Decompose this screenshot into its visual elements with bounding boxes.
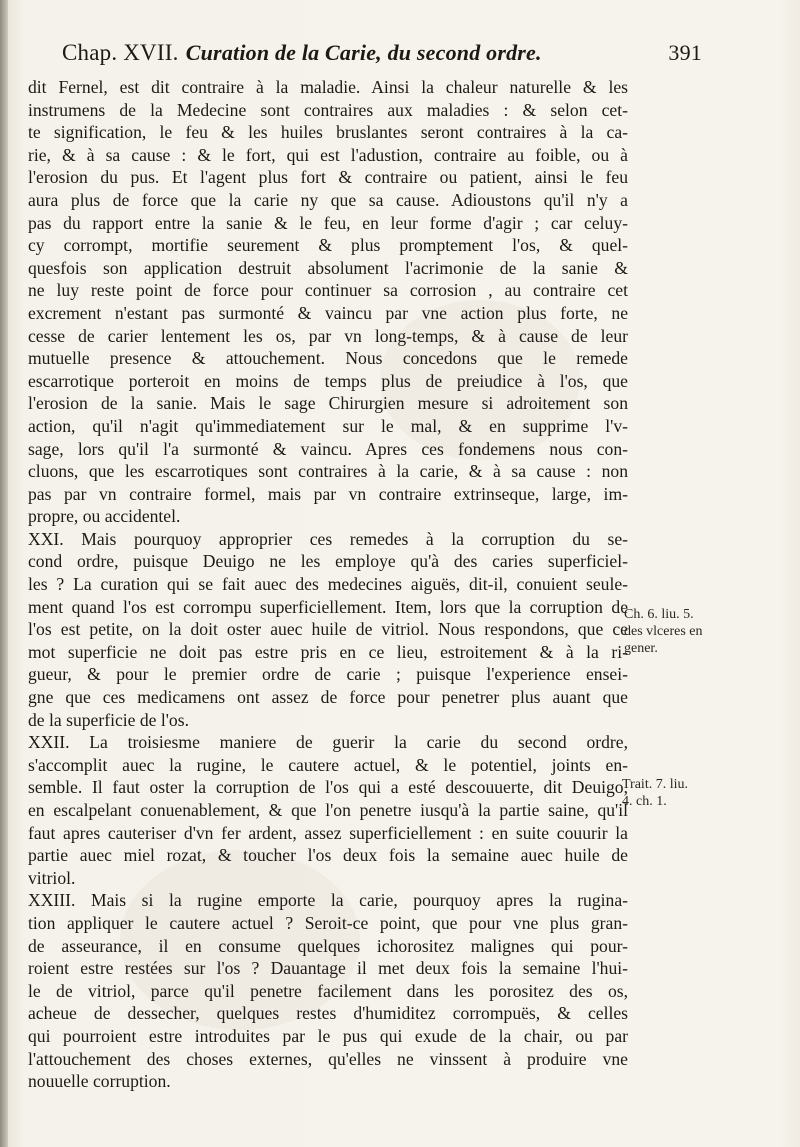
text-line: aura plus de force que la carie ny que sa cause. Adioustons qu'il n'y a: [28, 189, 628, 210]
margin-note-1: [624, 606, 774, 657]
text-line: partie auec miel rozat, & toucher l'os deux fois la semaine auec huile de: [28, 845, 628, 866]
text-line: excrement n'estant pas surmonté & vaincu par vne action plus forte, ne: [28, 302, 628, 323]
margin-note-line: Ch. 6. liu. 5.: [624, 607, 694, 622]
text-line: en escalpelant conuenablement, & que l'on penetre iusqu'à la partie saine, qu'il: [28, 800, 628, 820]
text-line: faut apres cauteriser d'vn fer ardent, assez superficiellement : en suite couurir la: [28, 822, 628, 843]
text-line: cesse de carier lentement les os, par vn long-temps, & à cause de leur: [28, 325, 628, 346]
text-line: rie, & à sa cause : & le fort, qui est l'adustion, contraire au foible, ou à: [28, 144, 628, 165]
text-line: action, qu'il n'agit qu'immediatement sur le mal, & en supprime l'v-: [28, 415, 628, 436]
chapter-number: Chap. XVII.: [62, 40, 179, 65]
text-line: acheue de dessecher, quelques restes d'humiditez corrompuës, & celles: [28, 1003, 628, 1024]
margin-note-line: Trait. 7. liu.: [622, 777, 688, 792]
text-line: de la superficie de l'os.: [28, 709, 189, 730]
text-line: nouuelle corruption.: [28, 1071, 171, 1092]
text-line: mot superficie ne doit pas estre pris en ce lieu, estroitement & à la ri-: [28, 641, 628, 662]
text-line: vitriol.: [28, 867, 76, 888]
text-line: XXI. Mais pourquoy approprier ces remedes à la corruption du se-: [28, 528, 628, 549]
text-line: de asseurance, il en consume quelques ichorositez malignes qui pour-: [28, 935, 628, 956]
text-line: cluons, que les escarrotiques sont contraires à la carie, & à sa cause : non: [28, 461, 628, 482]
margin-note-line: gener.: [624, 641, 658, 656]
text-line: XXIII. Mais si la rugine emporte la carie, pourquoy apres la rugina-: [28, 890, 628, 911]
text-line: propre, ou accidentel.: [28, 506, 181, 527]
text-line: mutuelle presence & attouchement. Nous concedons que le remede: [28, 348, 628, 369]
text-line: s'accomplit auec la rugine, le cautere actuel, & le potentiel, joints en-: [28, 754, 628, 775]
text-line: cond ordre, puisque Deuigo ne les employe qu'à des caries superficiel-: [28, 551, 628, 572]
text-line: ment quand l'os est corrompu superficiellement. Item, lors que la corruption de: [28, 596, 628, 617]
chapter-title: Curation de la Carie, du second ordre.: [185, 40, 542, 65]
margin-note-line: 4. ch. 1.: [622, 794, 667, 809]
text-line: escarrotique porteroit en moins de temps plus de preiudice à l'os, que: [28, 370, 628, 391]
text-line: te signification, le feu & les huiles bruslantes seront contraires à la ca-: [28, 122, 628, 143]
page-number: 391: [668, 40, 702, 65]
text-line: dit Fernel, est dit contraire à la maladie. Ainsi la chaleur naturelle & les: [28, 77, 628, 97]
text-line: l'erosion de la sanie. Mais le sage Chirurgien mesure si adroitement son: [28, 393, 628, 414]
text-line: roient estre restées sur l'os ? Dauantage il met deux fois la semaine l'hui-: [28, 958, 628, 979]
text-line: qui pourroient estre introduites par le pus qui exude de la chair, ou par: [28, 1025, 628, 1046]
text-line: ne luy reste point de force pour continuer sa corrosion , au contraire cet: [28, 280, 628, 301]
text-line: pas par vn contraire formel, mais par vn contraire extrinseque, large, im-: [28, 483, 628, 504]
text-line: quesfois son application destruit absolument l'acrimonie de la sanie &: [28, 257, 628, 278]
text-line: l'attouchement des choses externes, qu'elles ne vinssent à produire vne: [28, 1048, 628, 1069]
text-line: instrumens de la Medecine sont contraires aux maladies : & selon cet-: [28, 99, 628, 120]
text-line: les ? La curation qui se fait auec des medecines aiguës, dit-il, conuient seule-: [28, 574, 628, 595]
margin-note-2: [622, 776, 772, 810]
text-line: gueur, & pour le premier ordre de carie ; puisque l'experience ensei-: [28, 664, 628, 685]
text-line: tion appliquer le cautere actuel ? Seroit-ce point, que pour vne plus gran-: [28, 912, 628, 933]
text-line: gne que ces medicamens ont assez de force pour penetrer plus auant que: [28, 687, 628, 708]
text-line: l'os est petite, on la doit oster auec huile de vitriol. Nous respondons, que ce: [28, 619, 628, 640]
text-line: semble. Il faut oster la corruption de l'os qui a esté descouuerte, dit Deuigo,: [28, 777, 628, 798]
text-line: l'erosion du pus. Et l'agent plus fort & contraire ou patient, ainsi le feu: [28, 167, 628, 188]
text-line: pas du rapport entre la sanie & le feu, en leur forme d'agir ; car celuy-: [28, 212, 628, 233]
text-line: XXII. La troisiesme maniere de guerir la carie du second ordre,: [28, 732, 628, 753]
body-text: [28, 76, 628, 1093]
running-header: [62, 40, 702, 66]
margin-note-line: des vlceres en: [624, 624, 703, 639]
text-line: cy corrompt, mortifie seurement & plus promptement l'os, & quel-: [28, 235, 628, 256]
binding-shadow: [0, 0, 8, 1147]
text-line: sage, lors qu'il l'a surmonté & vaincu. Apres ces fondemens nous con-: [28, 438, 628, 459]
text-line: le de vitriol, parce qu'il penetre facilement dans les porositez des os,: [28, 980, 628, 1001]
